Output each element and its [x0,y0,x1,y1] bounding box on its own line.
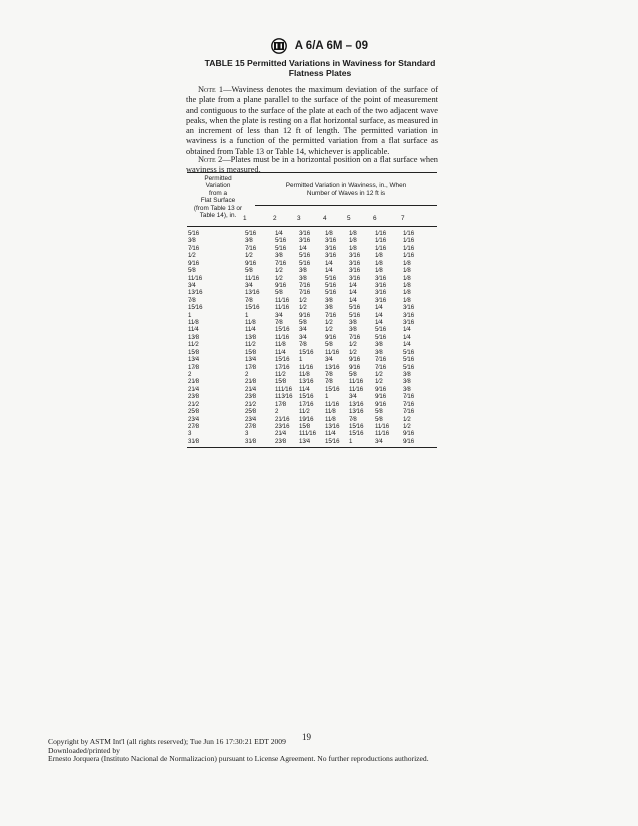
waviness-value: 9⁄16 [403,430,415,438]
waviness-value: 3⁄16 [349,252,361,260]
waviness-value: 9⁄16 [299,311,311,319]
waviness-value: 1⁄8 [375,259,383,267]
waviness-value: 1⁄4 [349,289,357,297]
waviness-value: 11⁄4 [275,348,286,356]
waviness-value: 17⁄16 [275,363,290,371]
stub-header-line: Table 14), in. [199,212,237,220]
waviness-value: 21⁄4 [245,385,257,393]
span-header-line: Permitted Variation in Waviness, in., When [285,182,407,189]
waviness-value: 1⁄8 [375,252,383,260]
waviness-value: 23⁄16 [275,422,290,430]
column-number: 5 [347,215,351,222]
waviness-value: 1⁄16 [403,237,415,245]
waviness-value: 1⁄4 [349,296,357,304]
waviness-value: 1⁄16 [403,244,415,252]
waviness-value: 3⁄8 [403,385,411,393]
waviness-value: 7⁄8 [299,341,307,349]
waviness-value: 3⁄8 [403,370,411,378]
waviness-value: 7⁄16 [245,244,257,252]
waviness-value: 1⁄2 [375,378,383,386]
waviness-value: 5⁄8 [325,341,333,349]
row-flatness-value: 15⁄8 [188,348,200,356]
waviness-value: 11⁄16 [245,274,260,282]
waviness-value: 3⁄4 [299,333,307,341]
waviness-value: 5⁄8 [245,267,253,275]
waviness-value: 27⁄8 [245,422,257,430]
stub-header-line: Variation [205,182,231,190]
waviness-value: 1⁄8 [403,289,411,297]
waviness-value: 15⁄16 [275,326,290,334]
waviness-value: 15⁄8 [299,422,311,430]
waviness-value: 11⁄2 [275,370,286,378]
waviness-value: 31⁄8 [245,437,257,445]
waviness-value: 5⁄16 [349,311,361,319]
waviness-value: 5⁄8 [275,289,283,297]
row-flatness-value: 5⁄16 [188,230,200,237]
note-1 [186,85,438,157]
waviness-value: 1⁄4 [375,304,383,312]
waviness-value: 1⁄8 [349,237,357,245]
waviness-value: 1⁄4 [349,281,357,289]
waviness-value: 1⁄8 [349,244,357,252]
row-flatness-value: 13⁄4 [188,356,200,364]
waviness-value: 11⁄16 [349,378,364,386]
waviness-value: 1 [245,311,249,319]
waviness-value: 7⁄16 [349,333,361,341]
waviness-value: 23⁄8 [275,437,287,445]
waviness-value: 7⁄8 [245,296,253,304]
row-flatness-value: 7⁄16 [188,244,200,252]
waviness-value: 9⁄16 [349,356,361,364]
waviness-value: 3⁄16 [403,319,415,327]
header-bottom-rule [187,226,437,227]
waviness-value: 19⁄16 [299,415,314,423]
waviness-value: 7⁄16 [403,393,415,401]
waviness-value: 15⁄16 [275,356,290,364]
waviness-value: 1⁄8 [403,259,411,267]
waviness-value: 3⁄16 [325,244,337,252]
waviness-value: 111⁄16 [275,385,293,393]
row-flatness-value: 27⁄8 [188,422,200,430]
waviness-value: 7⁄16 [403,400,415,408]
waviness-value: 1⁄4 [325,259,333,267]
waviness-value: 11⁄16 [349,385,364,393]
note-2-text: —Plates must be in a horizontal position on a flat surface when waviness is measured. [186,155,438,175]
waviness-value: 15⁄16 [349,422,364,430]
row-flatness-value: 23⁄8 [188,393,200,401]
waviness-value: 13⁄16 [325,363,340,371]
span-header-line: Number of Waves in 12 ft is [306,189,386,197]
column-number: 7 [401,215,405,222]
row-flatness-value: 15⁄16 [188,304,203,312]
waviness-value: 15⁄16 [299,348,314,356]
waviness-value: 1⁄8 [403,267,411,275]
page-number: 19 [302,732,311,742]
waviness-value: 11⁄16 [325,400,340,408]
waviness-value: 1⁄4 [375,311,383,319]
row-flatness-value: 1 [188,311,192,319]
waviness-value: 11⁄16 [325,348,340,356]
waviness-value: 17⁄16 [299,400,314,408]
waviness-value: 7⁄8 [349,415,357,423]
column-number: 3 [297,215,301,222]
waviness-value: 1⁄8 [349,230,357,237]
row-flatness-value: 11⁄16 [188,274,203,282]
waviness-value: 1⁄8 [403,274,411,282]
waviness-value: 1⁄4 [403,341,411,349]
waviness-value: 1⁄2 [325,326,333,334]
waviness-value: 3⁄8 [325,296,333,304]
waviness-value: 11⁄8 [275,341,286,349]
waviness-value: 5⁄16 [299,252,311,260]
waviness-value: 11⁄8 [299,370,310,378]
waviness-value: 11⁄2 [245,341,256,349]
row-flatness-value: 21⁄8 [188,378,200,386]
waviness-value: 15⁄16 [245,304,260,312]
waviness-value: 7⁄16 [275,259,287,267]
waviness-value: 3⁄4 [349,393,357,401]
waviness-value: 1⁄16 [403,230,415,237]
waviness-value: 1⁄4 [375,319,383,327]
waviness-value: 15⁄16 [325,385,340,393]
column-number: 2 [273,215,277,222]
waviness-value: 17⁄8 [275,400,287,408]
document-designation: A 6/A 6M – 09 [294,40,369,53]
waviness-value: 21⁄4 [275,430,287,438]
waviness-value: 3⁄8 [349,319,357,327]
waviness-value: 11⁄16 [375,422,390,430]
span-header-rule [255,205,437,206]
waviness-value: 3⁄4 [275,311,283,319]
waviness-value: 1⁄4 [403,333,411,341]
waviness-value: 1⁄8 [325,230,333,237]
row-flatness-value: 5⁄8 [188,267,196,275]
row-flatness-value: 11⁄2 [188,341,199,349]
waviness-value: 3⁄16 [375,296,387,304]
stub-header [187,175,249,219]
waviness-value: 17⁄8 [245,363,257,371]
waviness-value: 113⁄16 [275,393,293,401]
waviness-value: 5⁄16 [349,304,361,312]
table-top-rule [187,172,437,173]
document-header [0,38,638,54]
waviness-value: 9⁄16 [403,437,415,445]
table-title: TABLE 15 Permitted Variations in Waviness for Standard Flatness Plates [204,58,436,78]
row-flatness-value: 23⁄4 [188,415,200,423]
row-flatness-value: 31⁄8 [188,437,200,445]
waviness-value: 3⁄8 [375,341,383,349]
waviness-value: 13⁄8 [245,333,257,341]
waviness-value: 11⁄4 [245,326,256,334]
waviness-value: 7⁄16 [403,408,415,416]
waviness-value: 1⁄2 [349,348,357,356]
waviness-value: 3⁄16 [349,267,361,275]
row-flatness-value: 1⁄2 [188,252,196,260]
row-flatness-value: 11⁄8 [188,319,199,327]
waviness-value: 25⁄8 [245,408,257,416]
waviness-value: 3⁄16 [375,274,387,282]
waviness-value: 21⁄16 [275,415,290,423]
row-flatness-value: 13⁄16 [188,289,203,297]
waviness-value: 5⁄16 [403,356,415,364]
waviness-value: 1⁄2 [299,304,307,312]
note-2-label: Note 2 [198,155,223,164]
waviness-value: 5⁄16 [275,244,287,252]
waviness-value: 1⁄8 [403,281,411,289]
waviness-value: 9⁄16 [325,333,337,341]
waviness-value: 1⁄2 [245,252,253,260]
waviness-value: 3⁄8 [299,267,307,275]
copyright-footer [48,738,468,764]
waviness-value: 3⁄8 [245,237,253,245]
waviness-value: 3⁄16 [349,274,361,282]
waviness-value: 13⁄16 [325,422,340,430]
waviness-value: 21⁄8 [245,378,257,386]
waviness-value: 7⁄8 [325,370,333,378]
waviness-value: 5⁄16 [375,326,387,334]
waviness-value: 1⁄8 [403,296,411,304]
row-flatness-value: 17⁄8 [188,363,200,371]
stub-header-line: from a [208,189,228,197]
waviness-value: 3⁄8 [349,326,357,334]
waviness-value: 9⁄16 [245,259,257,267]
waviness-value: 1⁄4 [275,230,283,237]
waviness-value: 13⁄16 [299,378,314,386]
waviness-value: 7⁄16 [299,289,311,297]
waviness-value: 5⁄8 [349,370,357,378]
waviness-value: 3⁄16 [403,311,415,319]
waviness-value: 9⁄16 [375,400,387,408]
waviness-value: 5⁄8 [299,319,307,327]
waviness-value: 5⁄16 [403,348,415,356]
waviness-value: 11⁄16 [275,296,290,304]
waviness-value: 1⁄4 [299,244,307,252]
table-bottom-rule [187,447,437,448]
waviness-value: 13⁄16 [245,289,260,297]
span-header [255,182,437,197]
waviness-value: 3⁄4 [299,326,307,334]
waviness-value: 3⁄16 [375,281,387,289]
waviness-value: 11⁄8 [325,408,336,416]
row-flatness-value: 9⁄16 [188,259,200,267]
waviness-value: 11⁄16 [299,363,314,371]
waviness-value: 15⁄16 [349,430,364,438]
waviness-value: 3⁄16 [375,289,387,297]
waviness-value: 5⁄16 [325,274,337,282]
row-flatness-value: 7⁄8 [188,296,196,304]
note-1-text: —Waviness denotes the maximum deviation of the surface of the plate from a plane parallel to the surface of the point of measurement and contiguous to the surface of the plate at each of the two adjacent wave peaks, when the plate is resting on a flat horizontal surface, as measured in an increment of less than 12 ft of length. The permitted variation in waviness is a function of the permitted variation from a flat surface as obtained from Table 13 or Table 14, whichever is applicable. [186,85,438,156]
waviness-value: 1 [325,393,329,401]
waviness-value: 5⁄16 [403,363,415,371]
waviness-value: 9⁄16 [275,281,287,289]
waviness-value: 3⁄16 [299,230,311,237]
waviness-value: 5⁄16 [325,289,337,297]
column-number: 6 [373,215,377,222]
waviness-value: 13⁄4 [299,437,311,445]
waviness-value: 1⁄16 [375,244,387,252]
waviness-value: 11⁄8 [325,415,336,423]
waviness-value: 11⁄16 [275,333,290,341]
waviness-value: 7⁄16 [375,363,387,371]
waviness-value: 23⁄4 [245,415,257,423]
waviness-value: 1⁄4 [325,267,333,275]
row-flatness-value: 25⁄8 [188,408,200,416]
waviness-value: 3⁄8 [299,274,307,282]
waviness-value: 1⁄2 [325,319,333,327]
waviness-value: 3⁄16 [325,237,337,245]
row-flatness-value: 21⁄2 [188,400,200,408]
footer-line-3: Ernesto Jorquera (Instituto Nacional de Normalizacion) pursuant to License Agreement. No further reproductions authorized. [48,754,429,764]
waviness-value: 13⁄16 [349,400,364,408]
waviness-value: 3⁄8 [403,378,411,386]
waviness-value: 15⁄8 [245,348,257,356]
column-number: 1 [243,215,247,222]
waviness-value: 11⁄16 [275,304,290,312]
waviness-value: 2 [245,370,249,378]
waviness-value: 13⁄4 [245,356,257,364]
row-flatness-value: 3⁄8 [188,237,196,245]
waviness-value: 5⁄16 [299,259,311,267]
waviness-value: 3⁄16 [403,304,415,312]
waviness-value: 11⁄4 [299,385,310,393]
astm-logo-icon [270,38,288,54]
waviness-value: 1⁄16 [403,252,415,260]
waviness-value: 1⁄2 [375,370,383,378]
stub-header-line: Flat Surface [200,197,236,205]
waviness-value: 23⁄8 [245,393,257,401]
waviness-value: 11⁄8 [245,319,256,327]
waviness-value: 7⁄8 [275,319,283,327]
waviness-value: 1⁄16 [375,230,387,237]
waviness-value: 15⁄8 [275,378,287,386]
waviness-value: 5⁄16 [325,281,337,289]
waviness-value: 3⁄16 [325,252,337,260]
row-flatness-value: 13⁄8 [188,333,200,341]
waviness-value: 1⁄2 [275,267,283,275]
waviness-value: 3⁄4 [245,281,253,289]
waviness-value: 1⁄2 [403,415,411,423]
waviness-value: 5⁄16 [375,333,387,341]
waviness-value: 111⁄16 [299,430,317,438]
row-flatness-value: 21⁄4 [188,385,200,393]
note-1-label: Note 1 [198,85,224,94]
waviness-value: 5⁄16 [245,230,257,237]
waviness-value: 2 [275,408,279,416]
stub-header-line: Permitted [204,175,232,182]
waviness-value: 13⁄16 [349,408,364,416]
waviness-value: 3 [245,430,249,438]
waviness-value: 1⁄2 [403,422,411,430]
waviness-value: 1⁄8 [375,267,383,275]
waviness-value: 1⁄2 [275,274,283,282]
waviness-value: 9⁄16 [349,363,361,371]
waviness-value: 1 [299,356,303,364]
waviness-value: 1⁄16 [375,237,387,245]
waviness-value: 3⁄8 [375,348,383,356]
waviness-value: 9⁄16 [375,385,387,393]
waviness-value: 15⁄16 [325,437,340,445]
row-flatness-value: 3⁄4 [188,281,196,289]
waviness-value: 1⁄2 [299,296,307,304]
waviness-value: 9⁄16 [375,393,387,401]
waviness-value: 3⁄4 [325,356,333,364]
waviness-value: 3⁄8 [325,304,333,312]
waviness-value: 5⁄8 [375,415,383,423]
footer-line-1: Copyright by ASTM Int'l (all rights reserved); Tue Jun 16 17:30:21 EDT 2009 [48,737,286,746]
footer-line-2: Downloaded/printed by [48,745,120,755]
waviness-value: 5⁄16 [275,237,287,245]
waviness-value: 3⁄8 [275,252,283,260]
waviness-value: 5⁄8 [375,408,383,416]
waviness-value: 3⁄16 [349,259,361,267]
row-flatness-value: 2 [188,370,192,378]
row-flatness-value: 3 [188,430,192,438]
waviness-value: 7⁄16 [375,356,387,364]
stub-header-line: (from Table 13 or [193,204,243,212]
waviness-value: 11⁄16 [375,430,390,438]
waviness-value: 7⁄16 [325,311,337,319]
waviness-value: 11⁄4 [325,430,336,438]
waviness-value: 1⁄2 [349,341,357,349]
row-flatness-value: 11⁄4 [188,326,199,334]
waviness-value: 1 [349,437,353,445]
waviness-value: 15⁄16 [299,393,314,401]
waviness-value: 7⁄16 [299,281,311,289]
waviness-value: 3⁄4 [375,437,383,445]
waviness-value: 3⁄16 [299,237,311,245]
waviness-value: 21⁄2 [245,400,257,408]
waviness-value: 1⁄4 [403,326,411,334]
waviness-value: 11⁄2 [299,408,310,416]
waviness-value: 7⁄8 [325,378,333,386]
column-number: 4 [323,215,327,222]
